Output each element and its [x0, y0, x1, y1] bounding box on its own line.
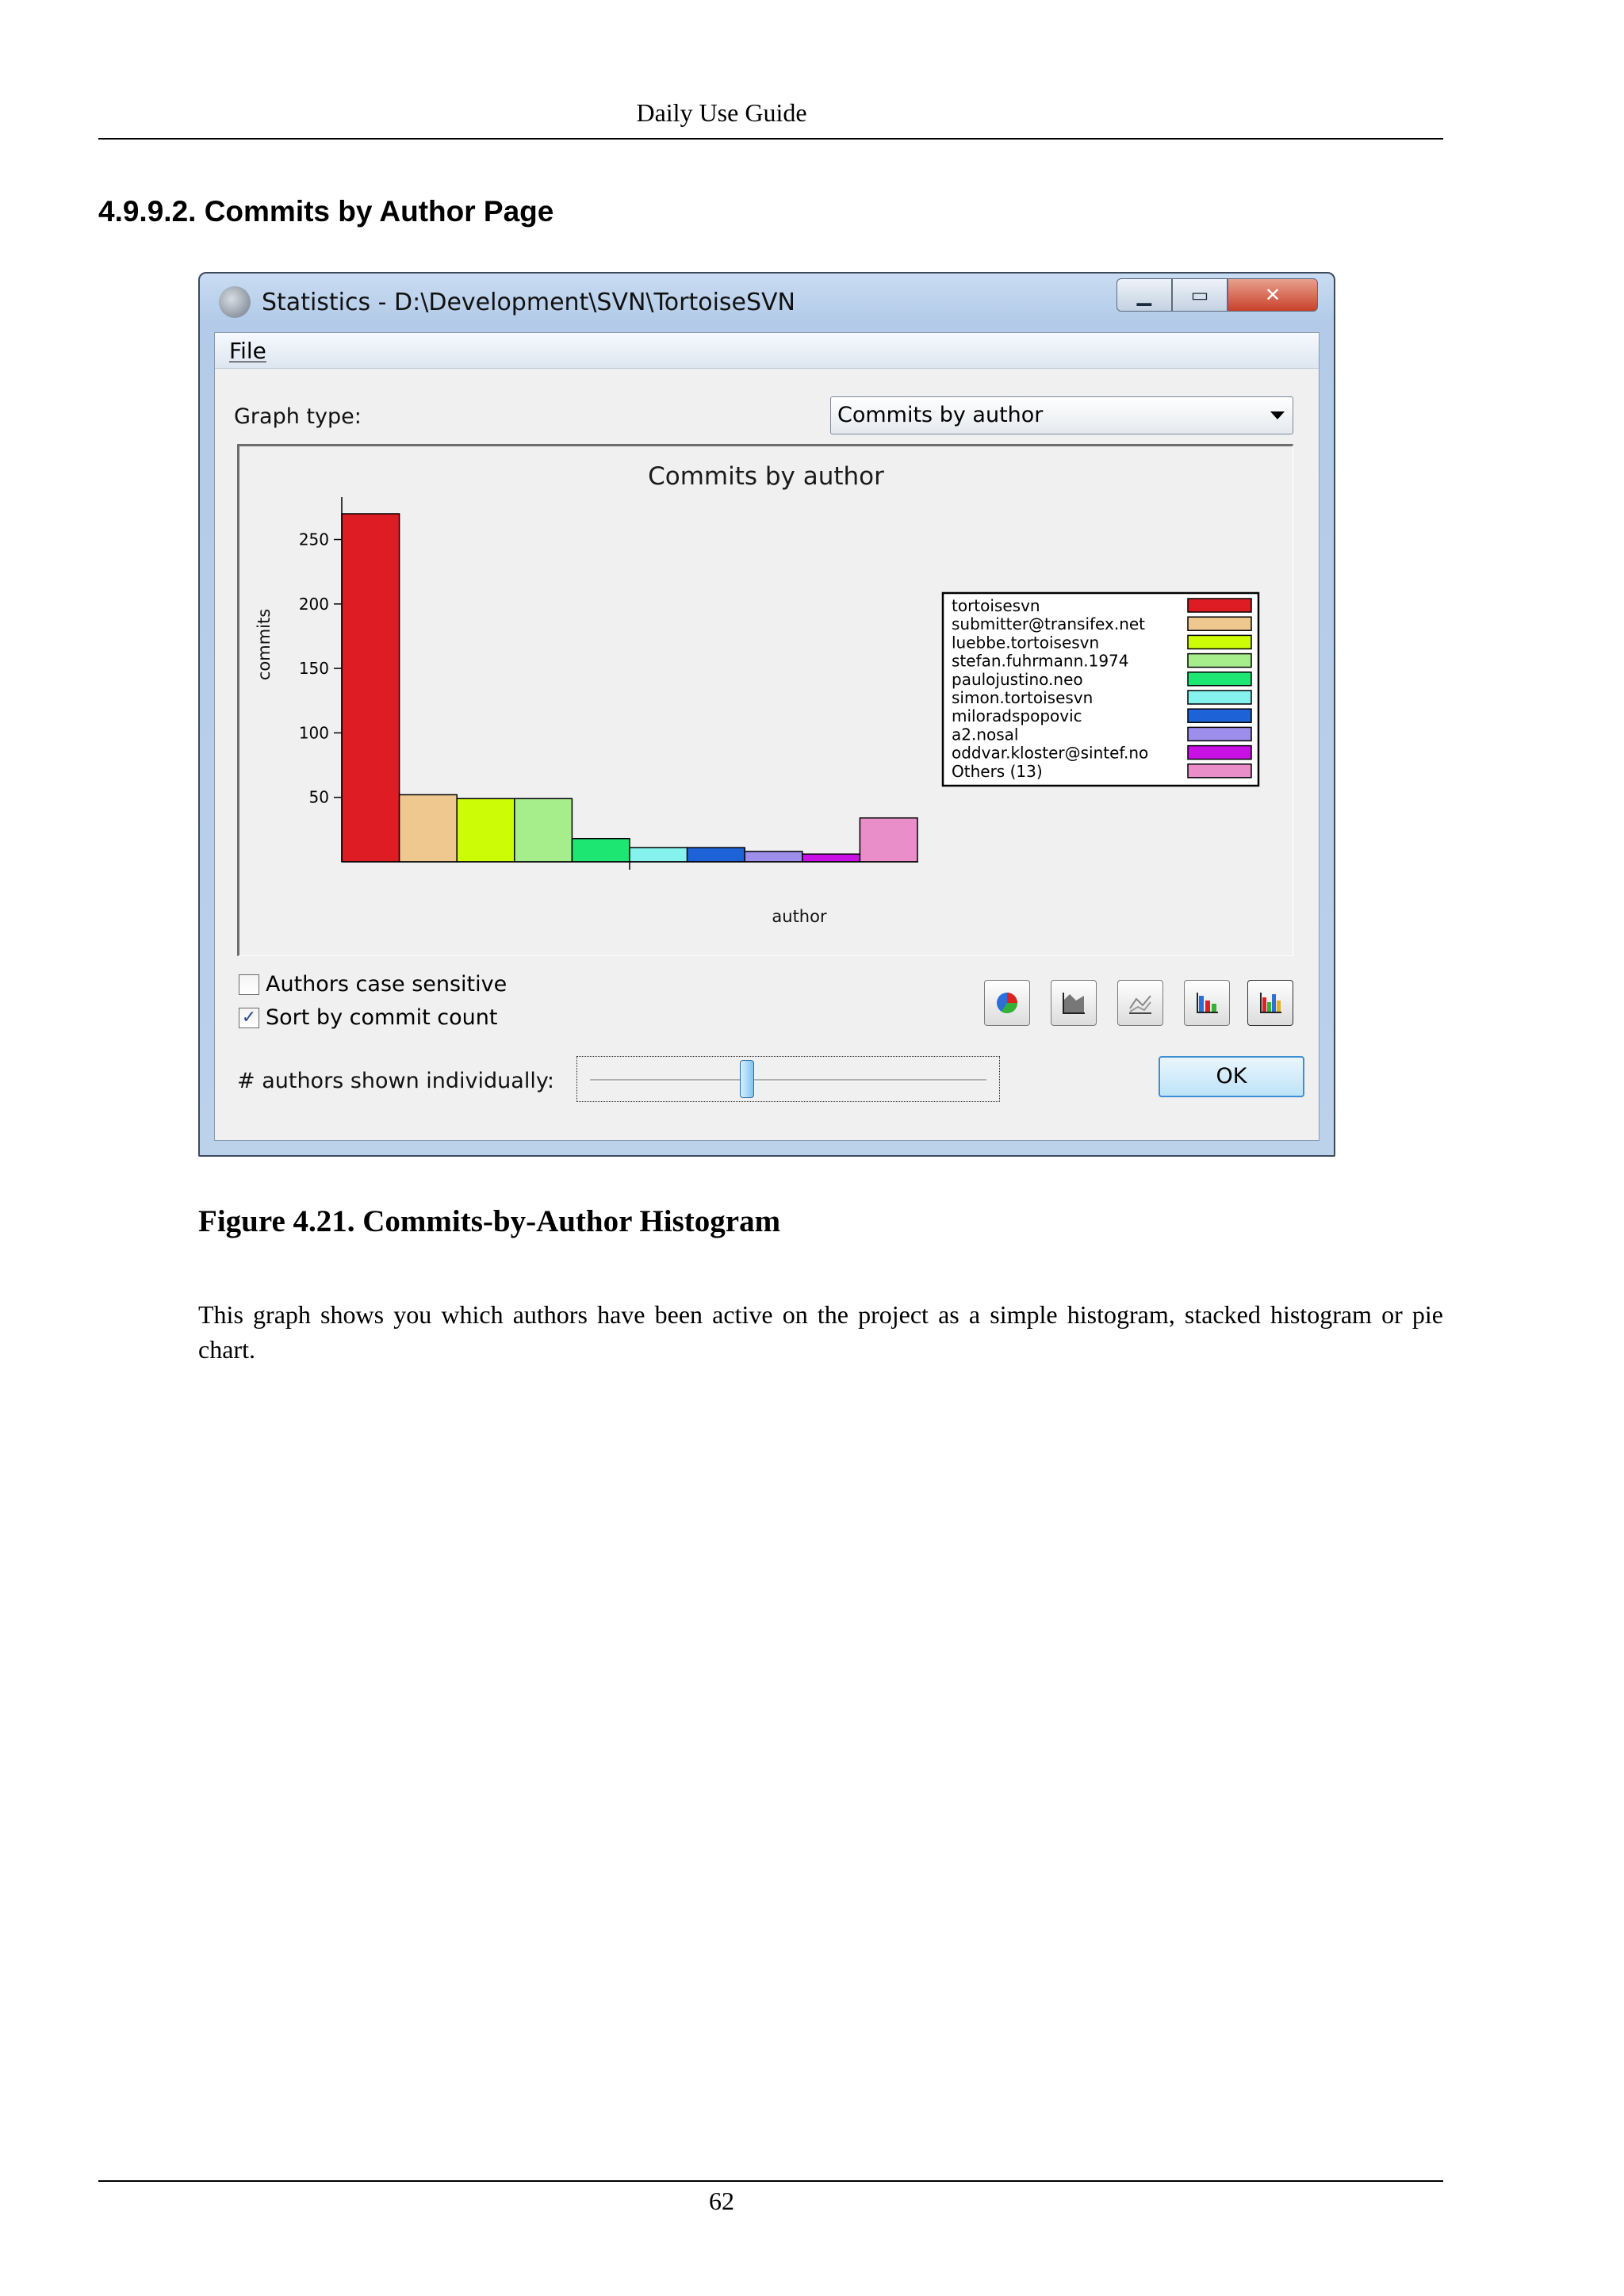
y-tick-label: 200 [298, 594, 329, 614]
bar [342, 514, 400, 862]
bar [457, 798, 515, 862]
slider-track [590, 1079, 986, 1081]
pie-chart-button[interactable] [984, 980, 1030, 1026]
legend-label: miloradspopovic [952, 706, 1082, 726]
authors-case-sensitive-checkbox[interactable] [239, 974, 259, 995]
window-client [214, 332, 1320, 1141]
commits-chart [239, 446, 1293, 955]
y-axis-label: commits [255, 608, 274, 681]
legend-swatch [1188, 764, 1251, 778]
graph-type-value: Commits by author [837, 403, 1044, 427]
legend-swatch [1188, 746, 1251, 760]
legend-label: oddvar.kloster@sintef.no [952, 743, 1149, 763]
legend-label: Others (13) [952, 761, 1043, 781]
bar [688, 848, 745, 862]
legend-label: a2.nosal [952, 725, 1019, 744]
pie-chart-icon [994, 989, 1021, 1016]
close-icon[interactable]: ✕ [1228, 278, 1318, 312]
bar [515, 798, 573, 862]
window-title: Statistics - D:\Development\SVN\TortoiseSVN [262, 288, 795, 316]
sort-by-commit-count-checkbox[interactable]: ✓ [239, 1008, 259, 1028]
authors-shown-slider[interactable] [576, 1056, 1000, 1102]
stacked-histogram-button[interactable] [1184, 980, 1230, 1026]
footer-rule [98, 2180, 1443, 2182]
bar [802, 854, 860, 862]
sort-by-commit-count-label: Sort by commit count [266, 1005, 498, 1030]
chart-area [237, 444, 1293, 956]
legend-label: submitter@transifex.net [952, 614, 1146, 634]
legend-label: paulojustino.neo [952, 669, 1083, 689]
bar [400, 794, 458, 862]
bar [745, 851, 802, 862]
app-icon [219, 286, 251, 318]
maximize-icon[interactable]: ▭ [1172, 278, 1228, 312]
graph-type-select[interactable] [830, 396, 1293, 434]
window-controls [1116, 278, 1318, 312]
legend-swatch [1188, 654, 1251, 668]
legend-label: luebbe.tortoisesvn [952, 633, 1100, 652]
figure-caption: Figure 4.21. Commits-by-Author Histogram [198, 1204, 781, 1238]
window-title-bar[interactable] [219, 283, 795, 321]
legend-swatch [1188, 709, 1251, 722]
legend-label: tortoisesvn [952, 596, 1040, 615]
bar [860, 818, 917, 862]
chevron-down-icon [1270, 411, 1285, 419]
x-axis-label: author [772, 907, 827, 926]
legend-swatch [1188, 727, 1251, 740]
bar [630, 848, 688, 862]
y-tick-label: 250 [298, 530, 329, 549]
y-tick-label: 50 [308, 787, 329, 807]
menu-file[interactable]: File [229, 338, 266, 364]
sort-by-commit-count-row[interactable] [239, 1005, 497, 1030]
ok-button[interactable]: OK [1159, 1056, 1304, 1097]
stacked-histogram-icon [1193, 989, 1220, 1016]
legend-swatch [1188, 635, 1251, 649]
header-rule [98, 138, 1443, 140]
chart-legend [943, 593, 1258, 786]
legend-swatch [1188, 672, 1251, 686]
section-title: 4.9.9.2. Commits by Author Page [98, 195, 554, 228]
line-graph-icon [1127, 989, 1154, 1016]
stacked-area-button[interactable] [1051, 980, 1097, 1026]
minimize-icon[interactable]: ▁ [1116, 278, 1172, 312]
y-tick-label: 100 [298, 723, 329, 743]
y-tick-label: 150 [298, 659, 329, 679]
body-paragraph: This graph shows you which authors have been active on the project as a simple histogram, stacked histogram or pie chart. [198, 1300, 1443, 1364]
authors-shown-label: # authors shown individually: [237, 1069, 554, 1093]
histogram-icon [1257, 989, 1284, 1016]
legend-label: stefan.fuhrmann.1974 [952, 651, 1129, 671]
chart-title: Commits by author [648, 462, 884, 491]
page-number: 62 [709, 2187, 734, 2215]
page-header: Daily Use Guide [636, 98, 807, 127]
bar [572, 839, 630, 862]
slider-thumb[interactable] [740, 1060, 754, 1098]
legend-label: simon.tortoisesvn [952, 688, 1094, 707]
statistics-window [198, 272, 1335, 1157]
authors-case-sensitive-label: Authors case sensitive [266, 972, 508, 997]
histogram-button[interactable] [1247, 980, 1293, 1026]
legend-swatch [1188, 617, 1251, 630]
stacked-area-icon [1060, 989, 1087, 1016]
menu-bar [215, 333, 1319, 369]
legend-swatch [1188, 599, 1251, 612]
legend-swatch [1188, 691, 1251, 704]
authors-case-sensitive-row[interactable] [239, 972, 507, 997]
graph-type-label: Graph type: [234, 404, 362, 429]
line-graph-button[interactable] [1117, 980, 1163, 1026]
